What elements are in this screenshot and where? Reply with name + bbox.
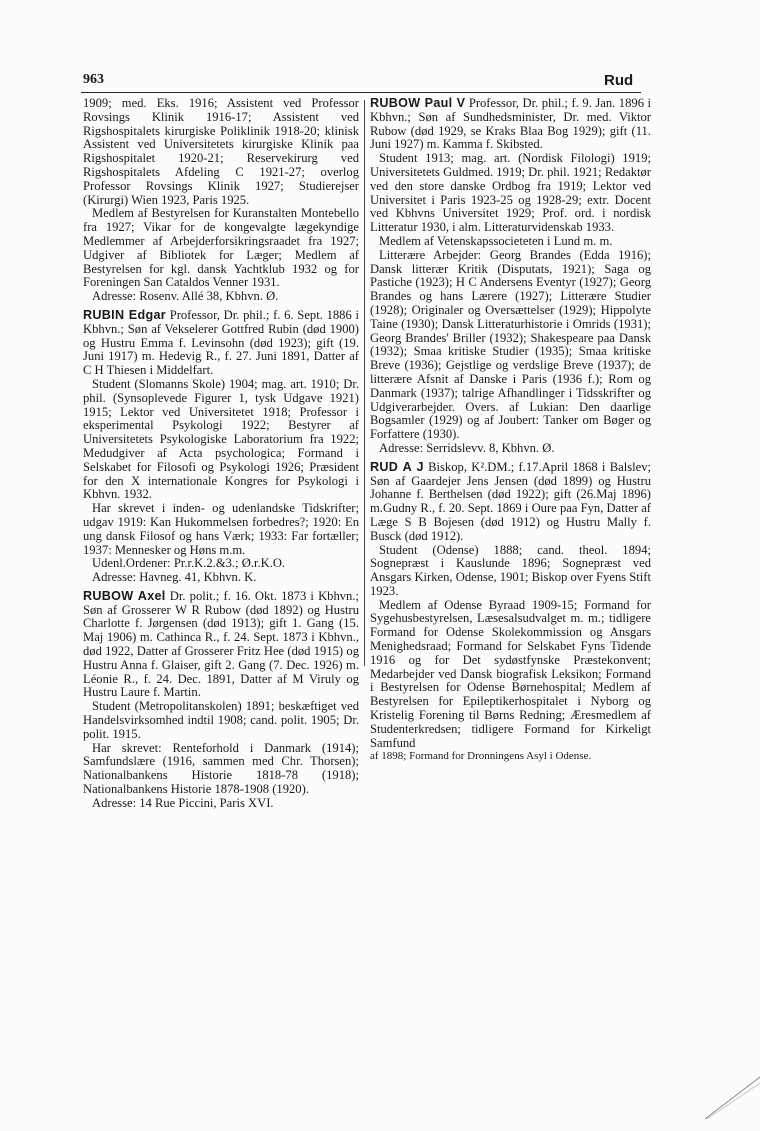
entry-paragraph: Student 1913; mag. art. (Nordisk Filologi) 1919; Universitetets Guldmed. 1919; Dr. phil. 1921; Redaktør ved den store danske Ordbog fra 1919; Lektor ved Universitet i Paris 1923-25 og 1928-29; extr. Docent ved Kbhvns Universitet 1929; Prof. ord. i nordisk Litteratur 1930, i alm. Litteraturvidenskab 1933.	[370, 151, 651, 235]
header-rule	[81, 92, 641, 93]
entry-paragraph: 1909; med. Eks. 1916; Assistent ved Professor Rovsings Klinik 1916-17; Assistent ved Rigshospitalets kirurgiske Poliklinik 1918-20; klinisk Assistent ved Universitetets kirurgiske Klinik paa Rigshospitalet 1920-21; Reservekirurg ved Rigshospitalets Afdeling C 1921-27; overlog Professor Rovsings Klinik 1927; Studierejser (Kirurgi) Wien 1923, Paris 1925.	[83, 96, 359, 207]
entry-paragraph: Medlem af Vetenskapssocieteten i Lund m. m.	[379, 233, 613, 248]
entry-rubin-edgar	[83, 309, 359, 585]
entry-text: Biskop, K².DM.; f.17.April 1868 i Balslev; Søn af Gaardejer Jens Jensen (død 1899) og Hustru Johanne f. Berthelsen (død 1922); gift (26.Maj 1896) m.Gudny R., f. 20. Sept. 1869 i Oure paa Fyn, Datter af Læge S B Bojesen (død 1912) og Hustru Mally f. Busck (død 1912).	[370, 459, 651, 543]
entry-text: Professor, Dr. phil.; f. 6. Sept. 1886 i Kbhvn.; Søn af Vekselerer Gottfred Rubin (død 1900) og Hustru Emma f. Levinsohn (død 1923); gift (19. Juni 1917) m. Hedevig R., f. 27. Juni 1891, Datter af C H Thiesen i Middelfart.	[83, 307, 359, 378]
entry-rubow-paul	[370, 97, 651, 456]
entry-paragraph: Adresse: Rosenv. Allé 38, Kbhvn. Ø.	[92, 289, 279, 304]
column-divider	[364, 100, 365, 666]
page-number: 963	[83, 72, 104, 87]
entry-paragraph: Student (Metropolitanskolen) 1891; beskæftiget ved Handelsvirksomhed indtil 1908; cand. polit. 1905; Dr. polit. 1915.	[83, 699, 359, 741]
page-corner-fold-mark	[705, 1075, 760, 1120]
entry-text: Dr. polit.; f. 16. Okt. 1873 i Kbhvn.; Søn af Grosserer W R Rubow (død 1892) og Hustru Charlotte f. Jørgensen (død 1913); gift 1. Gang (15. Maj 1906) m. Cathinca R., f. 24. Sept. 1873 i Kbhvn., død 1922, Datter af Grosserer Fritz Hee (død 1915) og Hustru Anna f. Glaiser, gift 2. Gang (7. Dec. 1926) m. Léonie R., f. 24. Dec. 1891, Datter af M Viruly og Hustru Laure f. Martin.	[83, 588, 359, 700]
entry-paragraph: Adresse: Serridslevv. 8, Kbhvn. Ø.	[379, 440, 555, 455]
entry-paragraph	[370, 97, 651, 152]
entry-paragraph	[83, 590, 359, 700]
entry-rubow-axel	[83, 590, 359, 811]
entry-name: RUBOW Paul V	[370, 96, 466, 110]
right-column	[370, 97, 651, 767]
entry-paragraph: Student (Slomanns Skole) 1904; mag. art. 1910; Dr. phil. (Synsoplevede Figurer 1, tysk Udgave 1921) 1915; Lektor ved Universitetet 1918; Professor i eksperimental Psykologi 1922; Bestyrer af Universitetets Psykologiske Laboratorium fra 1922; Medudgiver af Acta psychologica; Formand i Selskabet for Filosofi og Psykologi 1926; Præsident for den X internationale Kongres for Psykologi i Kbhvn. 1932.	[83, 376, 359, 502]
entry-paragraph: Student (Odense) 1888; cand. theol. 1894; Sognepræst i Kauslunde 1896; Sognepræst ved Ansgars Kirken, Odense, 1901; Biskop over Fyens Stift 1923.	[370, 542, 651, 598]
entry-rud-a-j	[370, 461, 651, 763]
entry-paragraph: Medlem af Odense Byraad 1909-15; Formand for Sygehusbestyrelsen, Læsesalsudvalget m. m.; tidligere Formand for Odense Skolekommission og Ansgars Menighedsraad; Formand for Selskabet Fyns Tidende 1916 og for Det sydøstfynske Præstekonvent; Medarbejder ved Dansk biografisk Leksikon; Formand i Bestyrelsen for Odense Børnehospital; Medlem af Bestyrelsen for Epileptikerhospitalet i Nyborg og Kristelig Forening til Børns Redning; Æresmedlem af Studenterkredsen; tidligere Formand for Kirkeligt Samfund	[370, 597, 651, 750]
entry-paragraph	[370, 461, 651, 544]
entry-paragraph: Har skrevet i inden- og udenlandske Tidskrifter; udgav 1919: Kan Hukommelsen forbedres?; 1920: En ung dansk Filosof og hans Værk; 1933: Far fortæller; 1937: Mennesker og Høns m.m.	[83, 501, 359, 557]
entry-text: Professor, Dr. phil.; f. 9. Jan. 1896 i Kbhvn.; Søn af Sundhedsminister, Dr. med. Viktor Rubow (død 1929, se Kraks Blaa Bog 1929); gift (11. Juni 1927) m. Kamma f. Skibsted.	[370, 96, 651, 152]
entry-paragraph: Medlem af Bestyrelsen for Kuranstalten Montebello fra 1927; Vikar for de kongevalgte lægekyndige Medlemmer af Arbejderforsikringsraadet fra 1927; Udgiver af Bibliotek for Læger; Medlem af Bestyrelsen for kgl. dansk Yachtklub 1932 og for Foreningen San Cataldos Venner 1931.	[83, 206, 359, 290]
entry-name: RUD A J	[370, 459, 424, 474]
entry-name: RUBOW Axel	[83, 588, 166, 603]
entry-continuation	[83, 97, 359, 304]
entry-paragraph-small: af 1898; Formand for Dronningens Asyl i Odense.	[370, 750, 592, 763]
entry-paragraph: Adresse: 14 Rue Piccini, Paris XVI.	[92, 795, 274, 810]
entry-paragraph: Adresse: Havneg. 41, Kbhvn. K.	[92, 570, 257, 585]
entry-paragraph: Har skrevet: Renteforhold i Danmark (1914); Samfundslære (1916, sammen med Chr. Thorsen); Nationalbankens Historie 1818-78 (1918); Nationalbankens Historie 1878-1908 (1920).	[83, 740, 359, 797]
entry-paragraph: Litterære Arbejder: Georg Brandes (Edda 1916); Dansk litterær Kritik (Disputats, 1921); Saga og Pastiche (1923); H C Andersens Eventyr (1927); Georg Brandes og hans Lærere (1927); Litterære Studier (1928); Originaler og Oversættelser (1929); Hippolyte Taine (1930); Dansk Litteraturhistorie i Omrids (1931); Georg Brandes' Briller (1932); Shakespeare paa Dansk (1932); Smaa kritiske Studier (1935); Smaa kritiske Breve (1936); Gejstlige og verdslige Breve (1937); de litterære Afsnit af Danske i Paris (1936 f.); Rom og Danmark (1937); talrige Afhandlinger i Tidsskrifter og Udgiverarbejder. Overs. af Lukian: Den daarlige Bogsamler (1929) og af Joubert: Tanker om Bøger og Forfattere (1930).	[370, 247, 651, 442]
left-column	[83, 97, 359, 816]
entry-name: RUBIN Edgar	[83, 307, 166, 322]
entry-paragraph: Udenl.Ordener: Pr.r.K.2.&3.; Ø.r.K.O.	[92, 556, 286, 571]
running-head: Rud	[604, 72, 634, 89]
entry-paragraph	[83, 309, 359, 378]
